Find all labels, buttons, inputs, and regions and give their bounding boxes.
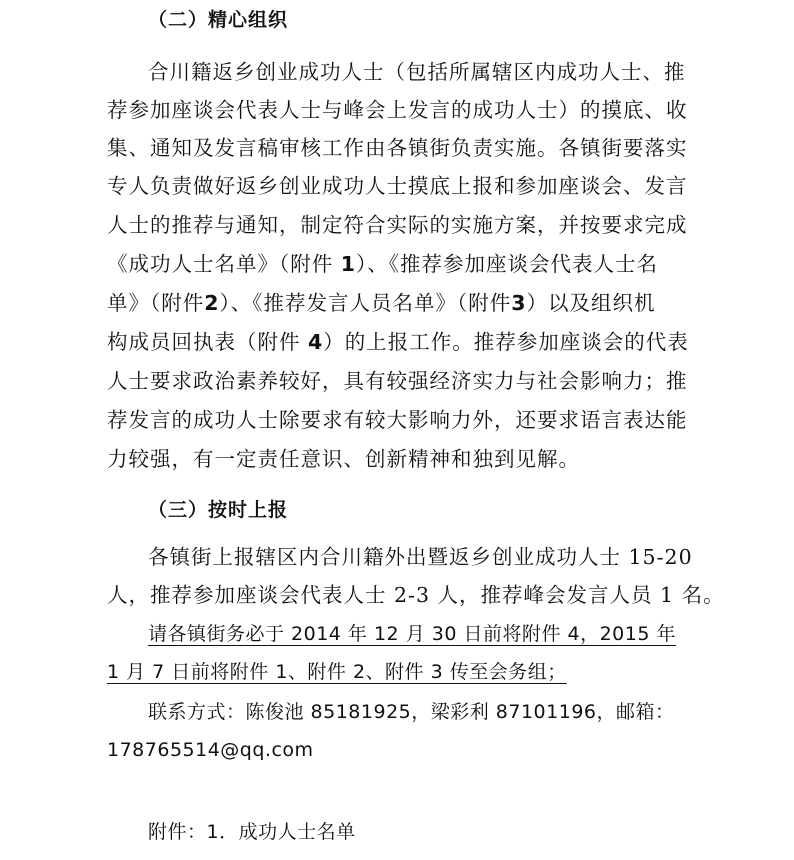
attachment-number: 3 <box>511 291 527 315</box>
text-run: ）、《推荐参加座谈会代表人士名 <box>356 252 659 276</box>
paragraph-line <box>107 289 656 317</box>
paragraph-line: 力较强，有一定责任意识、创新精神和独到见解。 <box>107 447 580 471</box>
paragraph-line: 人士要求政治素养较好，具有较强经济实力与社会影响力；推 <box>107 369 688 393</box>
contact-info: 联系方式：陈俊池 85181925，梁彩利 87101196，邮箱： <box>148 701 675 723</box>
deadline-notice: 1 月 7 日前将附件 1、附件 2、附件 3 传至会务组； <box>107 661 567 683</box>
paragraph-line: 人，推荐参加座谈会代表人士 2-3 人，推荐峰会发言人员 1 名。 <box>107 583 725 607</box>
text-run: ）、《推荐发言人员名单》（附件 <box>219 291 512 315</box>
text-run: 《成功人士名单》（附件 <box>107 252 341 276</box>
paragraph-line: 人士的推荐与通知，制定符合实际的实施方案，并按要求完成 <box>107 213 688 237</box>
attachment-number: 4 <box>308 330 324 354</box>
contact-email: 178765514@qq.com <box>107 739 314 761</box>
section-heading-2: （二）精心组织 <box>148 9 289 31</box>
paragraph-line: 合川籍返乡创业成功人士（包括所属辖区内成功人士、推 <box>148 60 686 84</box>
paragraph-line: 荐参加座谈会代表人士与峰会上发言的成功人士）的摸底、收 <box>107 98 688 122</box>
paragraph-line: 各镇街上报辖区内合川籍外出暨返乡创业成功人士 15-20 <box>148 545 693 569</box>
attachment-list: 附件：1．成功人士名单 <box>148 821 356 843</box>
text-run: 单》（附件 <box>107 291 205 315</box>
section-heading-3: （三）按时上报 <box>148 499 289 521</box>
paragraph-line: 专人负责做好返乡创业成功人士摸底上报和参加座谈会、发言 <box>107 174 688 198</box>
paragraph-line <box>107 250 658 278</box>
attachment-number: 2 <box>204 291 220 315</box>
paragraph-line: 荐发言的成功人士除要求有较大影响力外，还要求语言表达能 <box>107 408 688 432</box>
text-run: ）以及组织机 <box>526 291 656 315</box>
deadline-notice: 请各镇街务必于 2014 年 12 月 30 日前将附件 4，2015 年 <box>148 623 676 645</box>
text-run: 构成员回执表（附件 <box>107 330 309 354</box>
attachment-number: 1 <box>340 252 357 276</box>
paragraph-line: 集、通知及发言稿审核工作由各镇街负责实施。各镇街要落实 <box>107 136 688 160</box>
text-run: ）的上报工作。推荐参加座谈会的代表 <box>323 330 689 354</box>
paragraph-line <box>107 328 689 356</box>
